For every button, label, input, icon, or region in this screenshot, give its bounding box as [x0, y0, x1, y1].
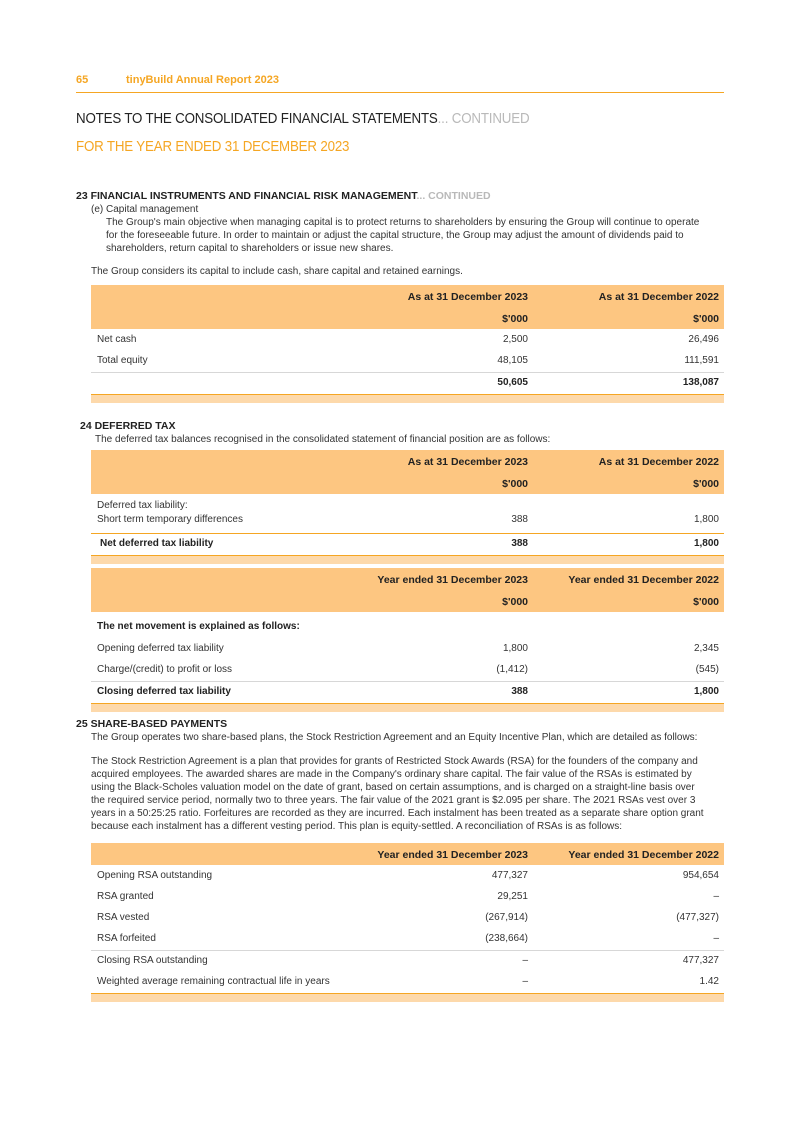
column-header: As at 31 December 2023: [407, 291, 528, 303]
cell-value: 954,654: [682, 870, 719, 881]
total-label: Closing deferred tax liability: [97, 686, 231, 697]
cell-value: 388: [511, 514, 528, 525]
section-24-heading: 24 DEFERRED TAX: [80, 420, 176, 432]
section-23-continued: ... CONTINUED: [416, 190, 491, 202]
para-line: the required service period, normally two to three years. The fair value of the 2021 grant is $2.095 per share. The 2021 RSAs vest over 3: [91, 795, 696, 806]
deferred-tax-table: [91, 450, 724, 564]
table-row: [91, 660, 724, 681]
section-23-heading: [76, 190, 491, 202]
column-unit: $'000: [502, 313, 528, 325]
cell-value: –: [713, 891, 719, 902]
table-header: [91, 843, 724, 865]
cell-value: 1,800: [502, 643, 528, 654]
cell-value: (1,412): [496, 664, 528, 675]
cell-value: 2,345: [693, 643, 719, 654]
table-row: [91, 330, 724, 351]
section-23-paragraph: [106, 216, 699, 255]
header-divider: [76, 92, 724, 93]
section-24-intro: The deferred tax balances recognised in the consolidated statement of financial position are as follows:: [95, 434, 551, 445]
cell-value: 111,591: [684, 355, 719, 366]
row-label: Opening deferred tax liability: [97, 643, 224, 654]
table-row: [91, 866, 724, 887]
total-value: 388: [511, 686, 528, 697]
para-line: The Group's main objective when managing capital is to protect returns to shareholders by ensuring the Group will continue to operate: [106, 217, 700, 228]
section-23-intro: The Group considers its capital to include cash, share capital and retained earnings.: [91, 266, 463, 277]
column-unit: $'000: [693, 313, 719, 325]
table-footer-band: [91, 556, 724, 564]
column-header: Year ended 31 December 2022: [568, 849, 719, 861]
cell-value: 2,500: [502, 334, 528, 345]
row-label: RSA granted: [97, 891, 154, 902]
table-row: [91, 908, 724, 929]
total-label: Net deferred tax liability: [100, 538, 214, 549]
para-line: shareholders, return capital to shareholders or issue new shares.: [106, 243, 394, 254]
para-line: using the Black-Scholes valuation model on the date of grant, based on certain assumptions, and is charged on a straight-line basis over: [91, 782, 695, 793]
cell-value: 26,496: [688, 334, 719, 345]
section-label-row: [91, 617, 724, 639]
section-25-paragraph: [91, 755, 704, 833]
table-footer-band: [91, 395, 724, 403]
row-label: Weighted average remaining contractual life in years: [97, 976, 330, 987]
group-label: Deferred tax liability:: [97, 500, 188, 511]
cell-value: –: [713, 933, 719, 944]
section-label: The net movement is explained as follows:: [97, 621, 300, 632]
total-value: 138,087: [682, 377, 719, 388]
para-line: because each instalment has a different vesting period. This plan is equity-settled. A reconciliation of RSAs is as follows:: [91, 821, 623, 832]
page-title-continued: ... CONTINUED: [437, 111, 530, 127]
total-row: [91, 682, 724, 703]
cell-value: (477,327): [676, 912, 719, 923]
para-line: The Stock Restriction Agreement is a plan that provides for grants of Restricted Stock Awards (RSA) for the founders of the company and: [91, 756, 698, 767]
table-footer-band: [91, 994, 724, 1002]
table-row: [91, 887, 724, 908]
cell-value: –: [522, 976, 528, 987]
cell-value: –: [522, 955, 528, 966]
row-label: Net cash: [97, 334, 137, 345]
column-header: As at 31 December 2022: [598, 291, 719, 303]
cell-value: (238,664): [485, 933, 528, 944]
row-label: RSA forfeited: [97, 933, 156, 944]
page-title: [76, 111, 529, 127]
cell-value: (267,914): [485, 912, 528, 923]
table-header: [91, 450, 724, 494]
para-line: years in a 50:25:25 ratio. Forfeitures are recorded as they are incurred. Each instalment has been treated as a separate share option grant: [91, 808, 704, 819]
table-row: [91, 514, 724, 533]
cell-value: 477,327: [682, 955, 719, 966]
row-label: Total equity: [97, 355, 148, 366]
column-unit: $'000: [502, 478, 528, 490]
para-line: acquired employees. The awarded shares are made in the Company's ordinary share capital. The fair value of the RSAs is estimated by: [91, 769, 692, 780]
rsa-table: [91, 843, 724, 1002]
row-label: Short term temporary differences: [97, 514, 243, 525]
cell-value: 29,251: [497, 891, 528, 902]
table-row: [91, 951, 724, 972]
column-unit: $'000: [693, 478, 719, 490]
total-value: 388: [511, 538, 528, 549]
row-label: RSA vested: [97, 912, 150, 923]
para-line: for the foreseeable future. In order to maintain or adjust the capital structure, the Group may adjust the amount of dividends paid to: [106, 230, 684, 241]
cell-value: 1.42: [699, 976, 719, 987]
row-label: Opening RSA outstanding: [97, 870, 213, 881]
total-row: [91, 373, 724, 394]
section-23-item: (e) Capital management: [91, 204, 199, 215]
total-value: 1,800: [693, 686, 719, 697]
column-header: As at 31 December 2022: [598, 456, 719, 468]
column-header: As at 31 December 2023: [407, 456, 528, 468]
capital-table: [91, 285, 724, 403]
row-label: Charge/(credit) to profit or loss: [97, 664, 233, 675]
group-label-row: [91, 500, 724, 514]
page-number: 65: [76, 74, 89, 86]
column-header: Year ended 31 December 2023: [377, 849, 528, 861]
cell-value: 48,105: [497, 355, 528, 366]
cell-value: (545): [695, 664, 719, 675]
table-header: [91, 568, 724, 612]
table-row: [91, 929, 724, 950]
column-header: Year ended 31 December 2022: [568, 574, 719, 586]
table-header: [91, 285, 724, 329]
net-movement-table: [91, 568, 724, 712]
cell-value: 477,327: [491, 870, 528, 881]
page-title-text: NOTES TO THE CONSOLIDATED FINANCIAL STATEMENTS: [76, 111, 438, 127]
table-row: [91, 639, 724, 660]
table-footer-band: [91, 704, 724, 712]
table-row: [91, 972, 724, 993]
total-row: [91, 534, 724, 555]
running-header: [76, 74, 279, 86]
cell-value: 1,800: [693, 514, 719, 525]
section-23-heading-text: 23 FINANCIAL INSTRUMENTS AND FINANCIAL RISK MANAGEMENT: [76, 190, 417, 202]
section-25-heading: 25 SHARE-BASED PAYMENTS: [76, 718, 228, 730]
column-unit: $'000: [502, 596, 528, 608]
row-label: Closing RSA outstanding: [97, 955, 208, 966]
section-25-intro: The Group operates two share-based plans, the Stock Restriction Agreement and an Equity Incentive Plan, which are detailed as follows:: [91, 732, 698, 743]
page-subtitle: FOR THE YEAR ENDED 31 DECEMBER 2023: [76, 139, 350, 155]
report-title: tinyBuild Annual Report 2023: [126, 74, 280, 86]
column-unit: $'000: [693, 596, 719, 608]
total-value: 50,605: [497, 377, 528, 388]
total-value: 1,800: [693, 538, 719, 549]
table-row: [91, 351, 724, 372]
column-header: Year ended 31 December 2023: [377, 574, 528, 586]
